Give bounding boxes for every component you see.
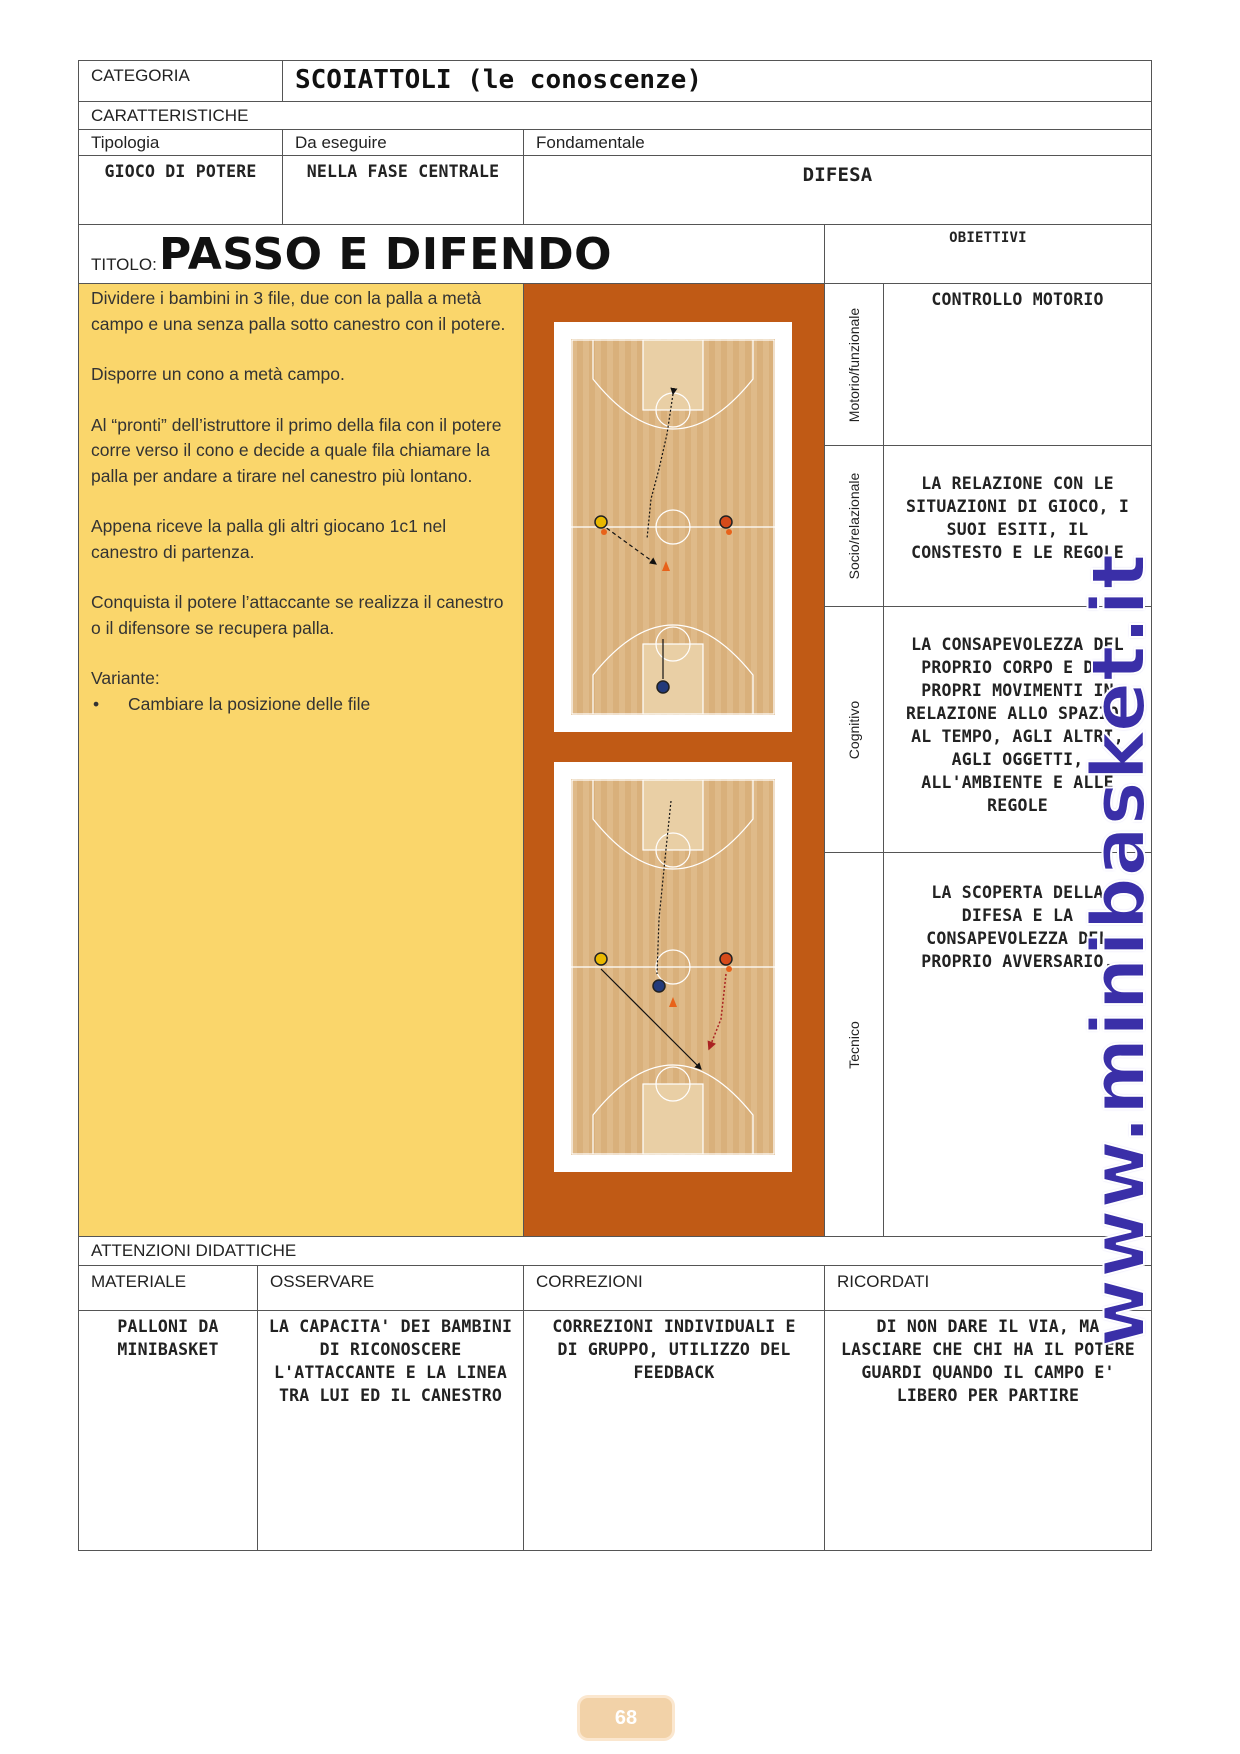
description-paragraph: Dividere i bambini in 3 file, due con la palla a metà campo e una senza palla sotto canestro con il potere. [91, 288, 506, 334]
objective-category: Socio/relazionale [846, 472, 862, 580]
page-number: 68 [614, 1707, 638, 1729]
fondamentale-label-cell [523, 129, 1152, 156]
categoria-label: CATEGORIA [91, 66, 190, 85]
attenzioni-row [78, 1236, 1152, 1266]
tipologia-value-cell [78, 155, 283, 225]
objective-category-cell [824, 445, 884, 607]
footer-value-cell [523, 1310, 825, 1551]
court-1-svg [571, 339, 775, 715]
obiettivi-label: OBIETTIVI [949, 230, 1027, 246]
watermark [1074, 520, 1164, 1380]
correzioni-value: CORREZIONI INDIVIDUALI E DI GRUPPO, UTILIZZO DEL FEEDBACK [552, 1317, 796, 1382]
player-orange-icon [720, 516, 732, 528]
correzioni-label: CORREZIONI [536, 1272, 643, 1291]
title-label: TITOLO: [91, 255, 157, 274]
caratteristiche-row [78, 101, 1152, 130]
player-orange-icon [720, 953, 732, 965]
objective-text: LA CONSAPEVOLEZZA DEL PROPRIO CORPO E DEI PROPRI MOVIMENTI IN RELAZIONE ALLO SPAZIO, AL TEMPO, AGLI ALTRI, AGLI OGGETTI, ALL'AMBIENTE E ALLE REGOLE [906, 635, 1129, 815]
objective-category-cell [824, 606, 884, 853]
tipologia-label-cell [78, 129, 283, 156]
ball-icon [726, 966, 732, 972]
tipologia-value: GIOCO DI POTERE [104, 162, 257, 181]
description-paragraph: Al “pronti” dell’istruttore il primo della fila con il potere corre verso il cono e decide a quale fila chiamare la palla per andare a tirare nel canestro più lontano. [91, 414, 502, 486]
attenzioni-label: ATTENZIONI DIDATTICHE [91, 1241, 297, 1260]
diagram-panel [523, 283, 825, 1237]
page-title: PASSO E DIFENDO [159, 229, 613, 280]
footer-label-cell [257, 1265, 524, 1311]
title-cell [78, 224, 825, 284]
footer-value-cell [78, 1310, 258, 1551]
osservare-value: LA CAPACITA' DEI BAMBINI DI RICONOSCERE L'ATTACCANTE E LA LINEA TRA LUI ED IL CANESTRO [268, 1317, 513, 1405]
da-eseguire-label-cell [282, 129, 524, 156]
footer-label-cell [78, 1265, 258, 1311]
objective-category: Tecnico [846, 1020, 862, 1069]
variant-item: • Cambiare la posizione delle file [91, 692, 513, 718]
player-yellow-icon [595, 953, 607, 965]
watermark-text: www.minibasket.it [1076, 552, 1162, 1348]
ricordati-label: RICORDATI [837, 1272, 930, 1291]
ball-icon [726, 529, 732, 535]
categoria-value: SCOIATTOLI (le conoscenze) [295, 65, 702, 95]
objective-text-cell [883, 283, 1152, 446]
page-number-badge [580, 1698, 672, 1738]
materiale-value: PALLONI DA MINIBASKET [117, 1317, 219, 1359]
obiettivi-header-cell [824, 224, 1152, 284]
osservare-label: OSSERVARE [270, 1272, 375, 1291]
fondamentale-label: Fondamentale [536, 133, 645, 152]
player-blue-icon [653, 980, 665, 992]
description-paragraph: Appena riceve la palla gli altri giocano 1c1 nel canestro di partenza. [91, 516, 447, 562]
description-paragraph: Conquista il potere l’attaccante se realizza il canestro o il difensore se recupera palla. [91, 592, 504, 638]
objective-category: Motorio/funzionale [846, 307, 862, 422]
ball-icon [601, 529, 607, 535]
footer-value-cell [257, 1310, 524, 1551]
categoria-label-cell [78, 60, 283, 102]
caratteristiche-label: CARATTERISTICHE [91, 106, 249, 125]
footer-label-cell [523, 1265, 825, 1311]
da-eseguire-value: NELLA FASE CENTRALE [306, 162, 500, 181]
objective-category-cell [824, 283, 884, 446]
description-panel [78, 283, 524, 1237]
objective-text: LA RELAZIONE CON LE SITUAZIONI DI GIOCO, I SUOI ESITI, IL CONSTESTO E LE REGOLE [906, 474, 1129, 562]
objective-text: LA SCOPERTA DELLA DIFESA E LA CONSAPEVOLEZZA DEL PROPRIO AVVERSARIO. [921, 883, 1114, 971]
da-eseguire-value-cell [282, 155, 524, 225]
court-2-svg [571, 779, 775, 1155]
fondamentale-value: DIFESA [802, 164, 873, 186]
fondamentale-value-cell [523, 155, 1152, 225]
variant-list [91, 692, 513, 718]
da-eseguire-label: Da eseguire [295, 133, 387, 152]
categoria-value-cell [282, 60, 1152, 102]
tipologia-label: Tipologia [91, 133, 160, 152]
materiale-label: MATERIALE [91, 1272, 187, 1291]
player-blue-icon [657, 681, 669, 693]
player-yellow-icon [595, 516, 607, 528]
court-diagram-1 [554, 322, 792, 732]
objective-text: CONTROLLO MOTORIO [931, 290, 1104, 309]
court-diagram-2 [554, 762, 792, 1172]
objective-category-cell [824, 852, 884, 1237]
ricordati-value: DI NON DARE IL VIA, MA LASCIARE CHE CHI HA IL POTERE GUARDI QUANDO IL CAMPO E' LIBERO PER PARTIRE [841, 1317, 1135, 1405]
objective-category: Cognitivo [846, 700, 862, 759]
description-paragraph: Disporre un cono a metà campo. [91, 364, 345, 384]
variant-label: Variante: [91, 668, 160, 688]
